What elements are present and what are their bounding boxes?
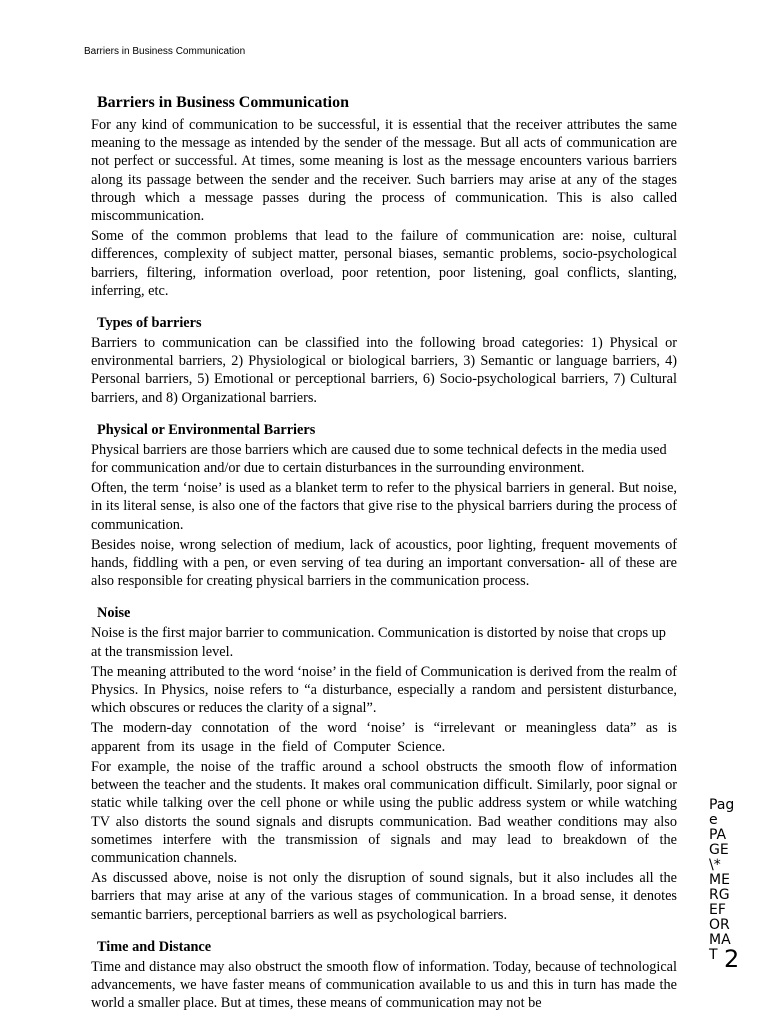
document-body [91,93,677,1014]
noise-paragraph-3: The modern-day connotation of the word ‘noise’ is “irrelevant or meaningless data” as is apparent from its usage in the field of Computer Science. [91,720,677,755]
physical-paragraph-3: Besides noise, wrong selection of medium, lack of acoustics, poor lighting, frequent movements of hands, fiddling with a pen, or even serving of tea during an important conversation- all of these are also responsible for creating physical barriers in the communication process. [91,536,677,590]
physical-paragraph-2: Often, the term ‘noise’ is used as a blanket term to refer to the physical barriers in general. But noise, in its literal sense, is also one of the factors that give rise to the physical barriers during the process of communication. [91,480,677,533]
field-code-line: RG [709,887,730,903]
field-code-line: \* [709,857,721,873]
field-code-line: MA [709,932,731,948]
types-heading: Types of barriers [97,315,202,332]
field-code-line: EF [709,902,726,918]
types-paragraph-1: Barriers to communication can be classified into the following broad categories: 1) Physical or environmental barriers, 2) Physiological or biological barriers, 3) Semantic or language barriers, 4) Personal barriers, 5) Emotional or perceptional barriers, 6) Socio-psychological barriers, 7) Cultural barriers, and 8) Organizational barriers. [91,335,677,406]
page-number: 2 [724,945,740,973]
field-code-line: OR [709,917,730,933]
noise-paragraph-2: The meaning attributed to the word ‘noise’ in the field of Communication is derived from the realm of Physics. In Physics, noise refers to “a disturbance, especially a random and persistent disturbance, which obscures or reduces the clarity of a signal”. [91,663,677,717]
field-code-line: ME [709,872,730,888]
noise-paragraph-4: For example, the noise of the traffic around a school obstructs the smooth flow of information between the teacher and the students. It makes oral communication difficult. Similarly, poor signal or static while talking over the cell phone or while using the public address system or while watching TV also distorts the sound signals and disrupts communication. Bad weather conditions may also sometimes interfere with the transmission of signals and may lead to breakdown of the communication channels. [91,758,677,866]
physical-heading: Physical or Environmental Barriers [97,421,316,438]
noise-heading: Noise [97,605,131,622]
time-distance-heading: Time and Distance [97,938,212,955]
page-number-field-code [709,798,745,963]
intro-paragraph-2: Some of the common problems that lead to the failure of communication are: noise, cultural differences, complexity of subject matter, personal biases, semantic problems, socio-psychological barriers, filtering, information overload, poor retention, poor listening, goal conflicts, slanting, inferring, etc. [91,228,677,299]
document-title: Barriers in Business Communication [97,94,350,111]
time-distance-paragraph-1: Time and distance may also obstruct the smooth flow of information. Today, because of technological advancements, we have faster means of communication available to us and this in turn has made the world a smaller place. But at times, these means of communication may not be [91,958,677,1012]
intro-paragraph-1: For any kind of communication to be successful, it is essential that the receiver attributes the same meaning to the message as intended by the sender of the message. But all acts of communication are not perfect or successful. At times, some meaning is lost as the message encounters various barriers along its passage between the sender and the receiver. Such barriers may arise at any of the stages through which a message passes during the process of communication. This is also called miscommunication. [91,117,677,225]
field-code-lines [709,798,745,963]
physical-paragraph-1: Physical barriers are those barriers which are caused due to some technical defects in the media used for communication and/or due to certain disturbances in the surrounding environment. [91,441,667,477]
noise-paragraph-1: Noise is the first major barrier to communication. Communication is distorted by noise that crops up at the transmission level. [91,625,666,660]
field-code-line: T [709,947,718,963]
running-header: Barriers in Business Communication [84,46,246,57]
field-code-line: GE [709,842,729,858]
field-code-line: e [709,812,718,828]
field-code-line: PA [709,827,727,843]
field-code-line: Pag [709,797,735,813]
noise-paragraph-5: As discussed above, noise is not only the disruption of sound signals, but it also includes all the barriers that may arise at any of the various stages of communication. In a broad sense, it denotes semantic barriers, perceptional barriers as well as psychological barriers. [91,870,677,923]
